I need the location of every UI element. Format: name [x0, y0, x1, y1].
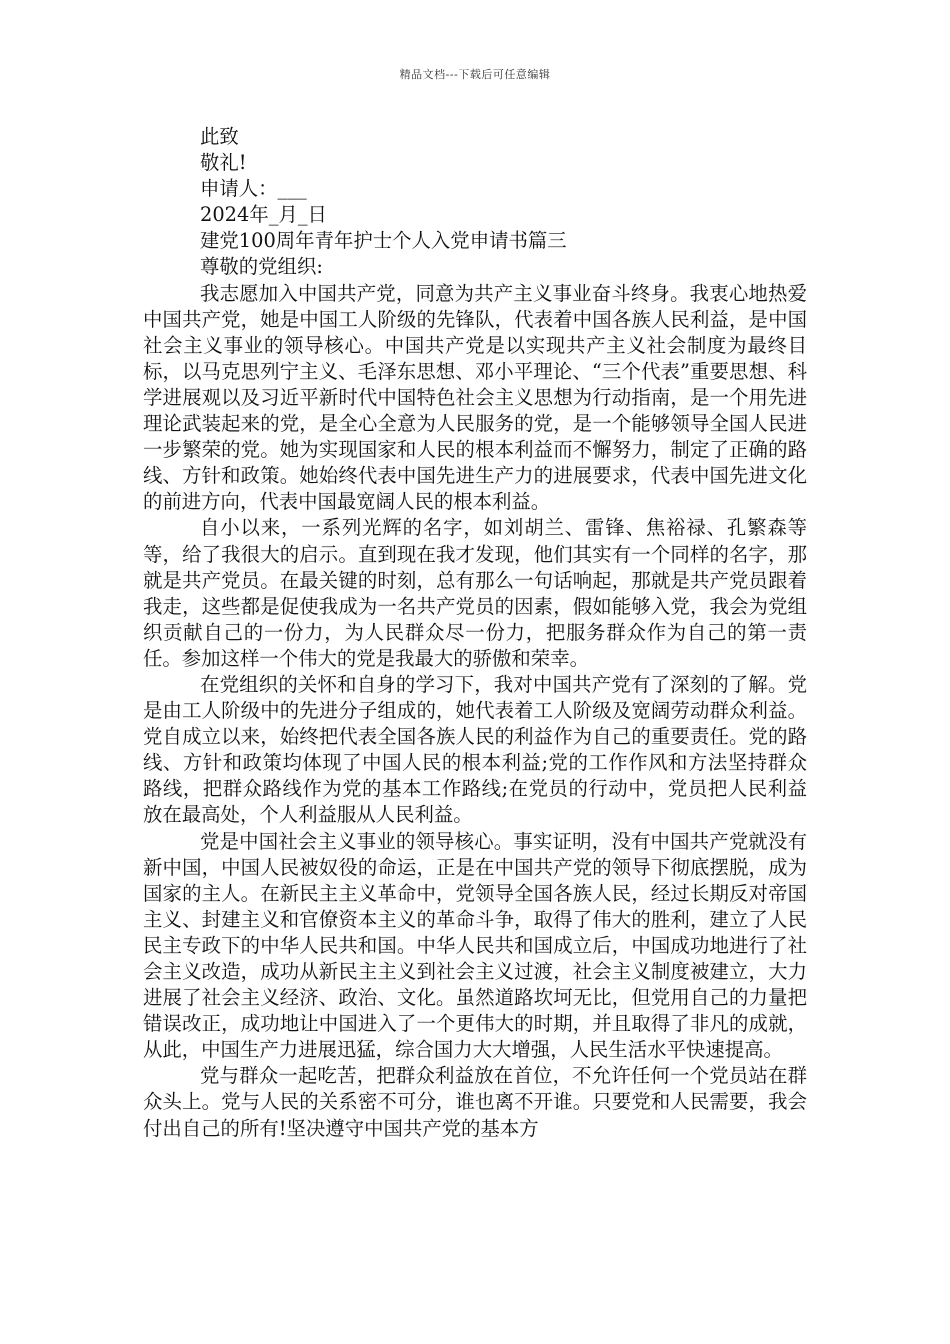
paragraph-5: 党与群众一起吃苦，把群众利益放在首位，不允许任何一个党员站在群众头上。党与人民的关系密不可分，谁也离不开谁。只要党和人民需要，我会付出自己的所有!坚决遵守中国共产党的基本方	[143, 1064, 807, 1140]
salutation-line-2: 敬礼!	[200, 151, 247, 175]
greeting-line: 尊敬的党组织:	[200, 255, 323, 279]
paragraph-3: 在党组织的关怀和自身的学习下，我对中国共产党有了深刻的了解。党是由工人阶级中的先进分子组成的，她代表着工人阶级及宽阔劳动群众利益。党自成立以来，始终把代表全国各族人民的利益作为自己的重要责任。党的路线、方针和政策均体现了中国人民的根本利益;党的工作作风和方法坚持群众路线，把群众路线作为党的基本工作路线;在党员的行动中，党员把人民利益放在最高处，个人利益服从人民利益。	[143, 672, 807, 827]
paragraph-1: 我志愿加入中国共产党，同意为共产主义事业奋斗终身。我衷心地热爱中国共产党，她是中国工人阶级的先锋队，代表着中国各族人民利益，是中国社会主义事业的领导核心。中国共产党是以实现共产主义社会制度为最终目标，以马克思列宁主义、毛泽东思想、邓小平理论、“三个代表”重要思想、科学进展观以及习近平新时代中国特色社会主义思想为行动指南，是一个用先进理论武装起来的党，是全心全意为人民服务的党，是一个能够领导全国人民进一步繁荣的党。她为实现国家和人民的根本利益而不懈努力，制定了正确的路线、方针和政策。她始终代表中国先进生产力的进展要求，代表中国先进文化的前进方向，代表中国最宽阔人民的根本利益。	[143, 281, 807, 514]
paragraph-2: 自小以来，一系列光辉的名字，如刘胡兰、雷锋、焦裕禄、孔繁森等等，给了我很大的启示。直到现在我才发现，他们其实有一个同样的名字，那就是共产党员。在最关键的时刻，总有那么一句话响起，那就是共产党员跟着我走，这些都是促使我成为一名共产党员的因素，假如能够入党，我会为党组织贡献自己的一份力，为人民群众尽一份力，把服务群众作为自己的第一责任。参加这样一个伟大的党是我最大的骄傲和荣幸。	[143, 516, 807, 670]
document-body	[143, 124, 807, 1142]
salutation-line-1: 此致	[200, 125, 239, 148]
page-header: 精品文档---下载后可任意编辑	[399, 68, 551, 81]
date-line: 2024年_月_日	[200, 203, 327, 227]
paragraph-4: 党是中国社会主义事业的领导核心。事实证明，没有中国共产党就没有新中国，中国人民被奴役的命运，正是在中国共产党的领导下彻底摆脱，成为国家的主人。在新民主主义革命中，党领导全国各族人民，经过长期反对帝国主义、封建主义和官僚资本主义的革命斗争，取得了伟大的胜利，建立了人民民主专政下的中华人民共和国。中华人民共和国成立后，中国成功地进行了社会主义改造，成功从新民主主义到社会主义过渡，社会主义制度被建立，大力进展了社会主义经济、政治、文化。虽然道路坎坷无比，但党用自己的力量把错误改正，成功地让中国进入了一个更伟大的时期，并且取得了非凡的成就，从此，中国生产力进展迅猛，综合国力大大增强，人民生活水平快速提高。	[143, 829, 807, 1062]
applicant-line: 申请人：___	[200, 177, 307, 201]
section-title: 建党100周年青年护士个人入党申请书篇三	[200, 229, 567, 253]
